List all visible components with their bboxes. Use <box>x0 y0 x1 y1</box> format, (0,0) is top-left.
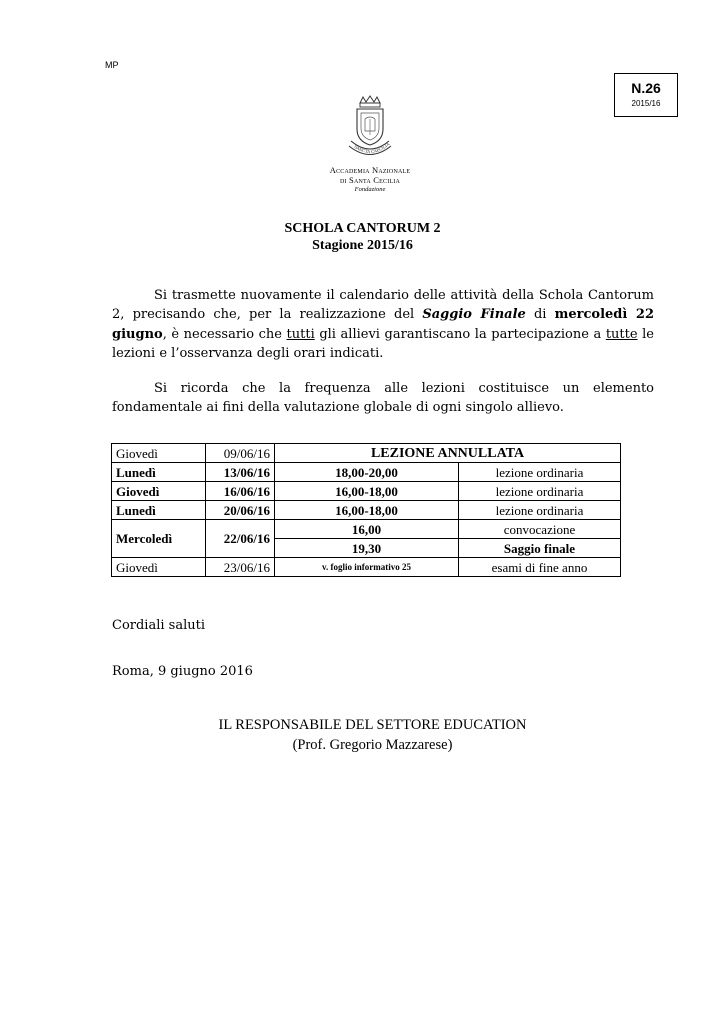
document-number: N.26 <box>631 80 661 96</box>
event-date-emphasis: mercoledì 22 giugno <box>112 307 654 342</box>
academy-crest-icon <box>335 95 405 165</box>
day-cell: Mercoledì <box>112 520 206 558</box>
signature-title: IL RESPONSABILE DEL SETTORE EDUCATION <box>218 717 527 733</box>
paragraph-1-part-e: le lezioni e l’osservanza degli orari indicati. <box>112 326 654 361</box>
paragraph-2 <box>112 379 654 418</box>
doc-title: SCHOLA CANTORUM 2 <box>284 221 441 236</box>
time-cell: 16,00-18,00 <box>275 501 459 520</box>
table-row <box>112 501 621 520</box>
paragraph-1-part-d: gli allievi garantiscano la partecipazione a <box>314 326 606 342</box>
activity-cell: lezione ordinaria <box>459 463 621 482</box>
day-cell: Lunedì <box>112 463 206 482</box>
day-cell: Giovedì <box>112 482 206 501</box>
tutti-underlined: tutti <box>286 326 315 342</box>
doc-subtitle: Stagione 2015/16 <box>312 238 413 253</box>
time-cell: v. foglio informativo 25 <box>275 558 459 577</box>
cancelled-lesson-cell: LEZIONE ANNULLATA <box>275 444 621 463</box>
paragraph-1-part-b: di <box>525 307 555 323</box>
paragraph-1 <box>112 286 654 363</box>
activity-cell: esami di fine anno <box>459 558 621 577</box>
date-cell: 09/06/16 <box>206 444 275 463</box>
initials: MP <box>105 60 119 70</box>
date-cell: 20/06/16 <box>206 501 275 520</box>
academy-logo <box>310 95 430 194</box>
paragraph-1-part-c: , è necessario che <box>162 326 287 342</box>
logo-line-3: Fondazione <box>354 186 386 193</box>
document-number-box <box>614 73 678 117</box>
time-cell: 16,00 <box>275 520 459 539</box>
time-cell: 19,30 <box>275 539 459 558</box>
table-row <box>112 520 621 539</box>
season-code: 2015/16 <box>631 99 661 108</box>
schedule-table <box>111 443 621 577</box>
table-row <box>112 558 621 577</box>
saggio-finale-emphasis: Saggio Finale <box>422 307 526 323</box>
date-cell: 23/06/16 <box>206 558 275 577</box>
table-row <box>112 444 621 463</box>
paragraph-2-text: Si ricorda che la frequenza alle lezioni costituisce un elemento fondamentale ai fini della valutazione globale di ogni singolo allievo. <box>112 381 654 416</box>
activity-cell: lezione ordinaria <box>459 482 621 501</box>
table-row <box>112 463 621 482</box>
activity-cell: Saggio finale <box>459 539 621 558</box>
day-cell: Giovedì <box>112 558 206 577</box>
date-cell: 16/06/16 <box>206 482 275 501</box>
activity-cell: convocazione <box>459 520 621 539</box>
greeting: Cordiali saluti <box>112 618 205 633</box>
day-cell: Lunedì <box>112 501 206 520</box>
logo-ring-text: SANCTA CAECILIA <box>353 141 391 155</box>
day-cell: Giovedì <box>112 444 206 463</box>
table-row <box>112 482 621 501</box>
time-cell: 16,00-18,00 <box>275 482 459 501</box>
tutte-underlined: tutte <box>605 326 638 342</box>
activity-cell: lezione ordinaria <box>459 501 621 520</box>
place-date: Roma, 9 giugno 2016 <box>112 664 253 679</box>
logo-line-2: di Santa Cecilia <box>339 175 401 185</box>
date-cell: 13/06/16 <box>206 463 275 482</box>
date-cell: 22/06/16 <box>206 520 275 558</box>
signature-name: (Prof. Gregorio Mazzarese) <box>292 737 453 753</box>
paragraph-1-part-a: Si trasmette nuovamente il calendario delle attività della Schola Cantorum 2, precisando che, per la realizzazione del <box>112 288 654 323</box>
logo-line-1: Accademia Nazionale <box>329 165 411 175</box>
time-cell: 18,00-20,00 <box>275 463 459 482</box>
